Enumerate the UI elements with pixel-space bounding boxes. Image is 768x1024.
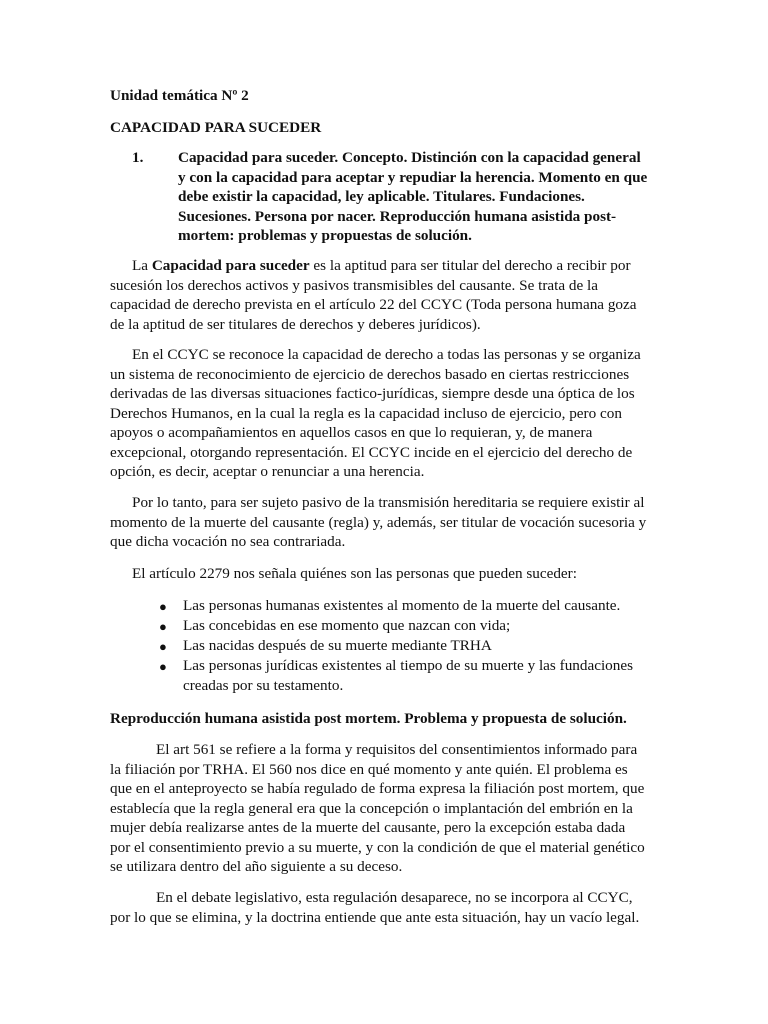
paragraph-line: En el CCYC se reconoce la capacidad de derecho a todas las personas y se organiza — [132, 346, 641, 363]
list-item-continuation: creadas por su testamento. — [183, 677, 344, 694]
paragraph-line: establecía que la regla general era que la concepción o implantación del embrión en la — [110, 799, 633, 817]
bullet-icon: ● — [159, 599, 167, 614]
section-title: CAPACIDAD PARA SUCEDER — [110, 119, 322, 136]
question-line: mortem: problemas y propuestas de solución. — [178, 227, 472, 244]
list-item: Las personas jurídicas existentes al tiempo de su muerte y las fundaciones — [183, 657, 634, 674]
paragraph-line: un sistema de reconocimiento de ejercicio de derechos basado en ciertas restricciones — [110, 365, 630, 383]
subheading: Reproducción humana asistida post mortem. Problema y propuesta de solución. — [110, 710, 627, 727]
paragraph-line: por el consentimiento previo a su muerte, y con la condición de que el material genético — [110, 838, 645, 856]
paragraph-line: derivadas de las diversas situaciones factico-jurídicas, siempre desde una óptica de los — [110, 385, 635, 402]
paragraph-line: Derechos Humanos, en la cual la regla es la capacidad incluso de ejercicio, pero con — [110, 404, 622, 422]
paragraph-line: capacidad de derecho prevista en el artículo 22 del CCYC (Toda persona humana goza — [110, 296, 637, 313]
unit-title: Unidad temática Nº 2 — [110, 87, 249, 104]
list-item: Las concebidas en ese momento que nazcan con vida; — [183, 617, 511, 634]
list-item: Las personas humanas existentes al momento de la muerte del causante. — [183, 597, 621, 614]
paragraph-line: excepcional, otorgando representación. El CCYC incide en el ejercicio del derecho de — [110, 443, 633, 461]
bullet-icon: ● — [159, 639, 167, 654]
paragraph-line: momento de la muerte del causante (regla) y, además, ser titular de vocación sucesoria y — [110, 513, 647, 531]
bold-term: Capacidad para suceder — [151, 257, 310, 274]
paragraph-line: Por lo tanto, para ser sujeto pasivo de la transmisión hereditaria se requiere existir al — [132, 494, 645, 511]
text-run: es la aptitud para ser titular del derecho a recibir por — [309, 257, 631, 274]
question-line: Sucesiones. Persona por nacer. Reproducción humana asistida post- — [178, 207, 617, 225]
paragraph-line: mujer debía realizarse antes de la muerte del causante, pero la excepción estaba dada — [110, 819, 626, 836]
paragraph-line: En el debate legislativo, esta regulación desaparece, no se incorpora al CCYC, — [156, 889, 633, 906]
bullet-icon: ● — [159, 659, 167, 674]
paragraph-line: que dicha vocación no sea contrariada. — [110, 533, 346, 550]
paragraph-line: apoyos o acompañamientos en aquellos casos en que lo requieran, y, de manera — [110, 424, 593, 441]
paragraph-line: la filiación por TRHA. El 560 nos dice en qué momento y ante quién. El problema es — [110, 760, 628, 778]
list-item: Las nacidas después de su muerte mediante TRHA — [183, 637, 492, 654]
text-run: La — [132, 257, 152, 274]
paragraph-line: se utilizara dentro del año siguiente a su deceso. — [110, 858, 403, 875]
question-line: Capacidad para suceder. Concepto. Distinción con la capacidad general — [178, 149, 641, 166]
question-line: debe existir la capacidad, ley aplicable. Titulares. Fundaciones. — [178, 188, 585, 205]
paragraph-line: sucesión los derechos activos y pasivos transmisibles del causante. Se trata de la — [110, 276, 598, 294]
paragraph-articulo: El artículo 2279 nos señala quiénes son las personas que pueden suceder: — [132, 565, 577, 582]
paragraph-line: El art 561 se refiere a la forma y requisitos del consentimientos informado para — [156, 741, 638, 758]
paragraph-line: opción, es decir, aceptar o renunciar a una herencia. — [110, 463, 425, 480]
bullet-icon: ● — [159, 619, 167, 634]
paragraph-first-line — [132, 256, 631, 275]
paragraph-line: por lo que se elimina, y la doctrina entiende que ante esta situación, hay un vacío legal. — [110, 908, 640, 926]
paragraph-line: de la aptitud de ser titulares de derechos y deberes jurídicos). — [110, 315, 481, 333]
question-line: y con la capacidad para aceptar y repudiar la herencia. Momento en que — [178, 168, 648, 186]
paragraph-line: que en el anteproyecto se había regulado de forma expresa la filiación post mortem, que — [110, 780, 645, 797]
question-number: 1. — [132, 149, 144, 166]
